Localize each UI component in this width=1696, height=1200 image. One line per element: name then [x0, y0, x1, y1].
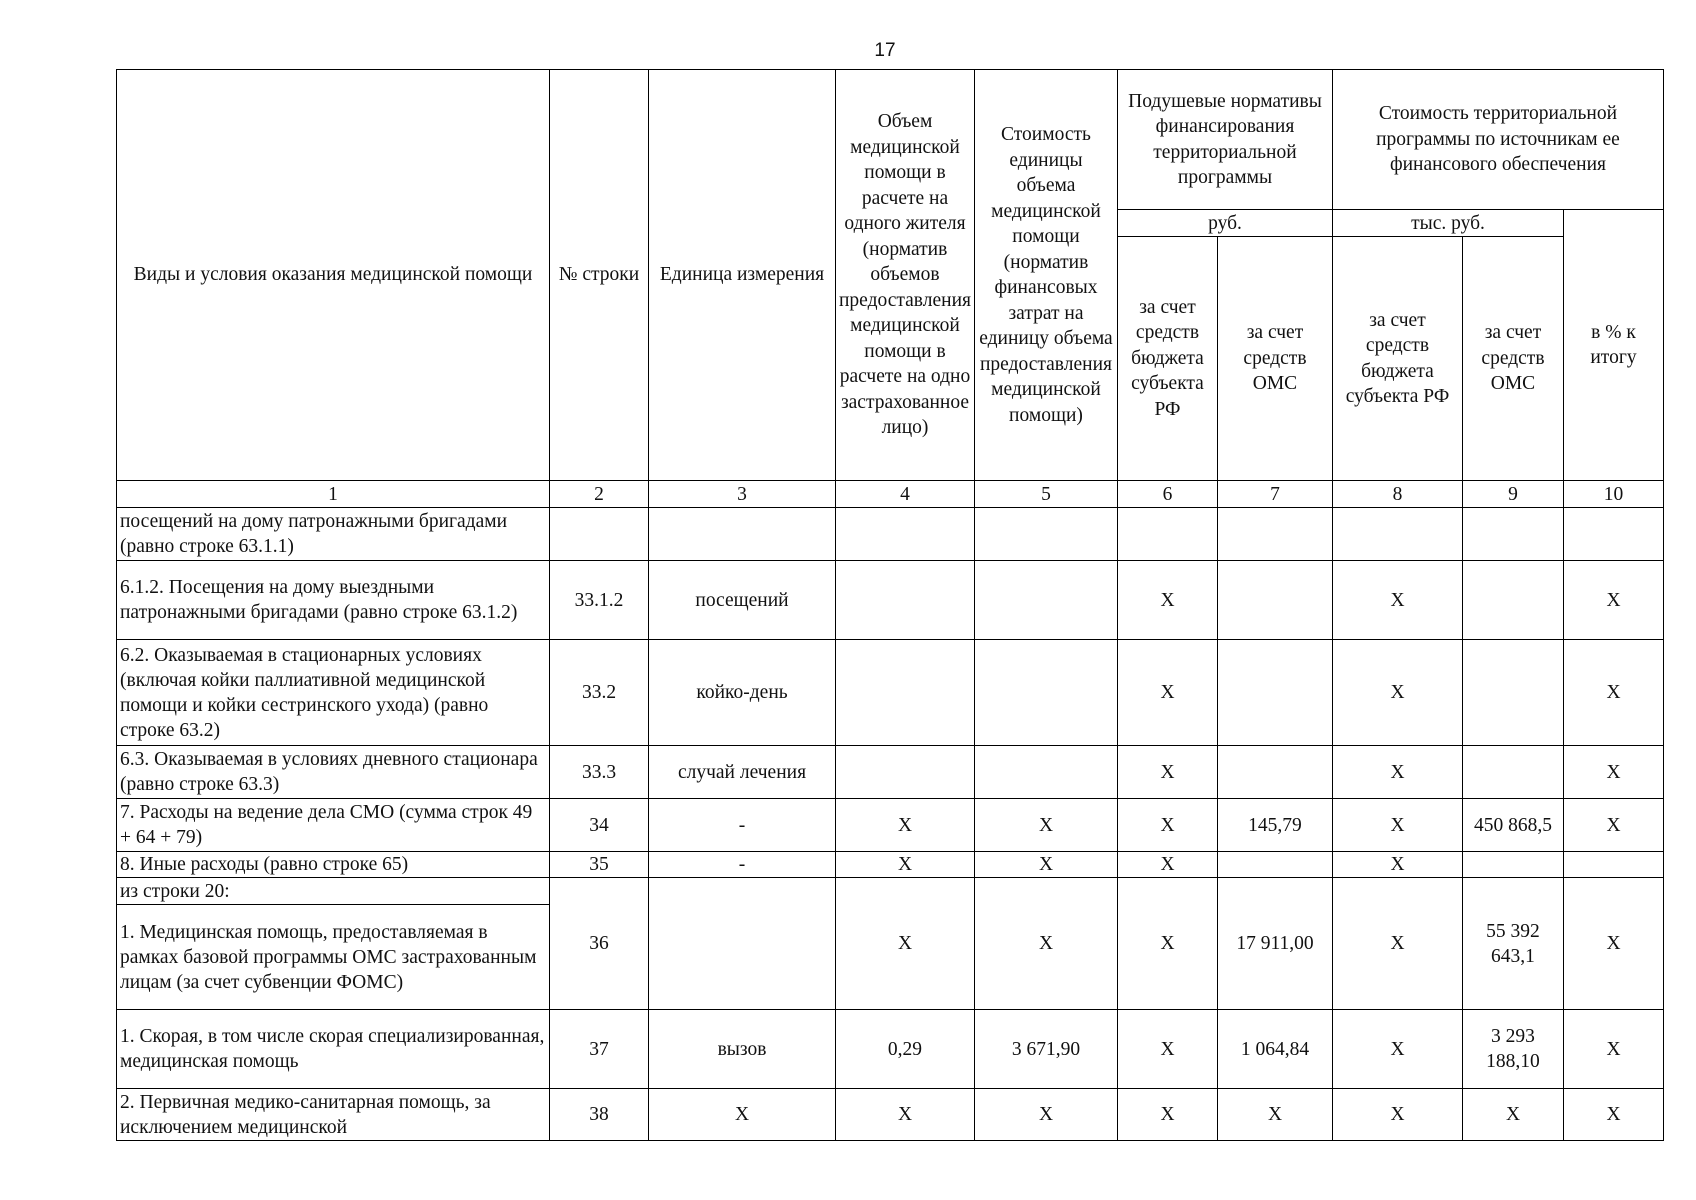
cell: Х	[1117, 561, 1217, 640]
table-row	[117, 852, 1664, 878]
row-label: 8. Иные расходы (равно строке 65)	[117, 852, 550, 878]
cell: Х	[1563, 640, 1663, 746]
cell	[836, 561, 975, 640]
cell: койко-день	[649, 640, 836, 746]
cell	[1117, 508, 1217, 561]
cell: Х	[1332, 799, 1462, 852]
row-label: из строки 20:	[117, 878, 550, 905]
page-number: 17	[874, 40, 896, 61]
cell: Х	[1563, 799, 1663, 852]
cell: 17 911,00	[1217, 878, 1332, 1010]
cell	[1462, 640, 1563, 746]
column-numbers-row	[117, 481, 1664, 508]
cell: вызов	[649, 1010, 836, 1089]
header-unit-rub: руб.	[1117, 210, 1332, 237]
header-unit-cost: Стоимость единицы объема медицинской помощи (норматив финансовых затрат на единицу объема предоставления медицинской помощи)	[974, 70, 1117, 481]
table-row	[117, 746, 1664, 799]
header-row-number: № строки	[550, 70, 649, 481]
col-number: 3	[649, 481, 836, 508]
cell	[1332, 508, 1462, 561]
cell: Х	[1563, 1010, 1663, 1089]
row-label: 1. Скорая, в том числе скорая специализированная, медицинская помощь	[117, 1010, 550, 1089]
row-label: 6.2. Оказываемая в стационарных условиях (включая койки паллиативной медицинской помощи и койки сестринского ухода) (равно строке 63.2)	[117, 640, 550, 746]
cell: случай лечения	[649, 746, 836, 799]
col-number: 7	[1217, 481, 1332, 508]
cell	[1217, 640, 1332, 746]
row-label: 1. Медицинская помощь, предоставляемая в рамках базовой программы ОМС застрахованным лицам (за счет субвенции ФОМС)	[117, 905, 550, 1010]
cell: посещений	[649, 561, 836, 640]
cell	[836, 640, 975, 746]
cell: Х	[1117, 1089, 1217, 1141]
table-row	[117, 640, 1664, 746]
cell: -	[649, 799, 836, 852]
col-number: 2	[550, 481, 649, 508]
header-types-of-care: Виды и условия оказания медицинской помощи	[117, 70, 550, 481]
cell	[1563, 852, 1663, 878]
cell	[550, 508, 649, 561]
cell: Х	[1563, 746, 1663, 799]
cell: Х	[836, 878, 975, 1010]
cell: Х	[1117, 746, 1217, 799]
table-row	[117, 561, 1664, 640]
cell	[1217, 852, 1332, 878]
header-unit: Единица измерения	[649, 70, 836, 481]
cell	[836, 508, 975, 561]
cell: Х	[1332, 878, 1462, 1010]
cell: Х	[1563, 561, 1663, 640]
col-number: 1	[117, 481, 550, 508]
cell: 37	[550, 1010, 649, 1089]
cell: Х	[974, 878, 1117, 1010]
cell	[1462, 746, 1563, 799]
header-unit-thousand-rub: тыс. руб.	[1332, 210, 1563, 237]
cell: Х	[1563, 1089, 1663, 1141]
cell	[836, 746, 975, 799]
cell	[1217, 746, 1332, 799]
cell: Х	[1332, 561, 1462, 640]
cell: 33.2	[550, 640, 649, 746]
cell	[974, 640, 1117, 746]
cell: Х	[1332, 1010, 1462, 1089]
cell: 55 392 643,1	[1462, 878, 1563, 1010]
cell: -	[649, 852, 836, 878]
col-number: 6	[1117, 481, 1217, 508]
cell	[1462, 561, 1563, 640]
cell: Х	[1332, 640, 1462, 746]
cell: Х	[1117, 852, 1217, 878]
cell: Х	[1217, 1089, 1332, 1141]
cell	[1462, 508, 1563, 561]
cell: Х	[974, 852, 1117, 878]
col-number: 8	[1332, 481, 1462, 508]
table-row	[117, 508, 1664, 561]
cell: 450 868,5	[1462, 799, 1563, 852]
cell: 0,29	[836, 1010, 975, 1089]
header-per-capita-norms: Подушевые нормативы финансирования территориальной программы	[1117, 70, 1332, 210]
cell: 33.1.2	[550, 561, 649, 640]
cell: 35	[550, 852, 649, 878]
col-number: 5	[974, 481, 1117, 508]
cell	[649, 508, 836, 561]
cell	[1462, 852, 1563, 878]
cell: Х	[1117, 1010, 1217, 1089]
header-norm-budget: за счет средств бюджета субъекта РФ	[1117, 237, 1217, 481]
table-row	[117, 1089, 1664, 1141]
cell: Х	[836, 852, 975, 878]
cell: Х	[1332, 1089, 1462, 1141]
cell	[974, 746, 1117, 799]
row-label: 7. Расходы на ведение дела СМО (сумма строк 49 + 64 + 79)	[117, 799, 550, 852]
col-number: 4	[836, 481, 975, 508]
header-program-cost: Стоимость территориальной программы по источникам ее финансового обеспечения	[1332, 70, 1663, 210]
cell: 33.3	[550, 746, 649, 799]
cell: 36	[550, 878, 649, 1010]
financing-table	[116, 69, 1664, 1141]
cell: 1 064,84	[1217, 1010, 1332, 1089]
cell: Х	[974, 1089, 1117, 1141]
cell	[974, 561, 1117, 640]
cell: Х	[1462, 1089, 1563, 1141]
row-label: 6.3. Оказываемая в условиях дневного стационара (равно строке 63.3)	[117, 746, 550, 799]
table-row	[117, 1010, 1664, 1089]
cell: Х	[836, 799, 975, 852]
cell: Х	[1563, 878, 1663, 1010]
cell	[649, 878, 836, 1010]
cell: 34	[550, 799, 649, 852]
cell: Х	[974, 799, 1117, 852]
cell: 145,79	[1217, 799, 1332, 852]
cell	[1563, 508, 1663, 561]
cell: Х	[836, 1089, 975, 1141]
cell: Х	[1332, 746, 1462, 799]
cell	[1217, 561, 1332, 640]
row-label: посещений на дому патронажными бригадами (равно строке 63.1.1)	[117, 508, 550, 561]
header-volume: Объем медицинской помощи в расчете на одного жителя (норматив объемов предоставления медицинской помощи в расчете на одно застрахованное лицо)	[836, 70, 975, 481]
cell	[1217, 508, 1332, 561]
row-label: 6.1.2. Посещения на дому выездными патронажными бригадами (равно строке 63.1.2)	[117, 561, 550, 640]
header-percent-total: в % к итогу	[1563, 210, 1663, 481]
table-row	[117, 799, 1664, 852]
cell: 38	[550, 1089, 649, 1141]
cell: Х	[1117, 640, 1217, 746]
cell: 3 671,90	[974, 1010, 1117, 1089]
cell: 3 293 188,10	[1462, 1010, 1563, 1089]
header-norm-oms: за счет средств ОМС	[1217, 237, 1332, 481]
table-row	[117, 878, 1664, 905]
cell: Х	[649, 1089, 836, 1141]
cell: Х	[1117, 799, 1217, 852]
header-cost-budget: за счет средств бюджета субъекта РФ	[1332, 237, 1462, 481]
col-number: 9	[1462, 481, 1563, 508]
row-label: 2. Первичная медико-санитарная помощь, за исключением медицинской	[117, 1089, 550, 1141]
header-cost-oms: за счет средств ОМС	[1462, 237, 1563, 481]
cell	[974, 508, 1117, 561]
col-number: 10	[1563, 481, 1663, 508]
cell: Х	[1117, 878, 1217, 1010]
cell: Х	[1332, 852, 1462, 878]
